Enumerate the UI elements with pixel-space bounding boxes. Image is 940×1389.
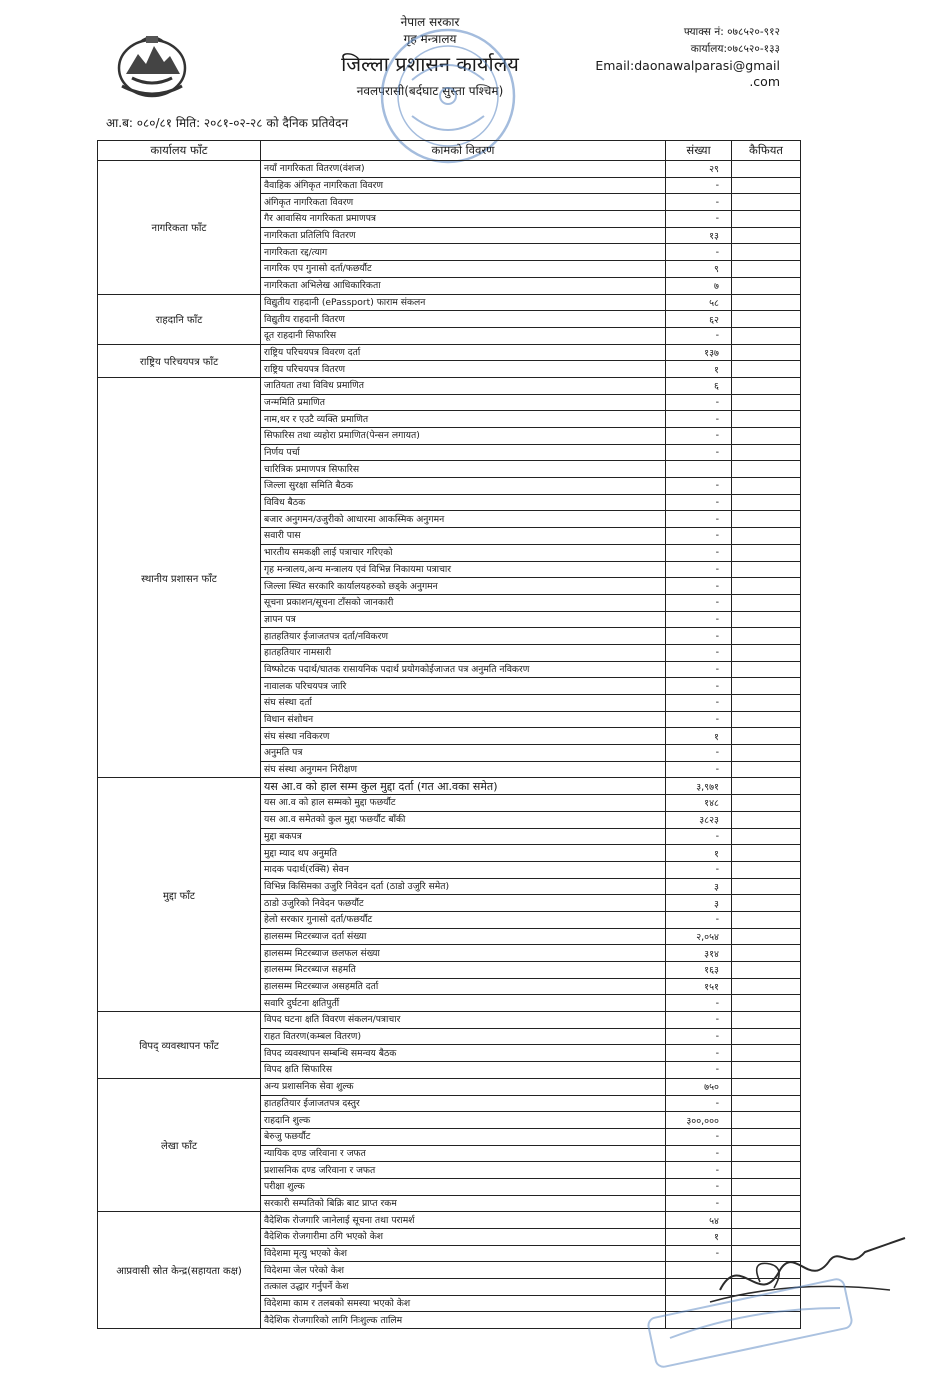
work-description: परीक्षा शुल्क <box>261 1178 666 1195</box>
work-description: यस आ.व को हाल सम्म कुल मुद्दा दर्ता (गत आ.वका समेत) <box>261 778 666 795</box>
remarks-cell <box>732 528 801 545</box>
work-count: - <box>666 695 732 712</box>
table-row <box>98 778 801 795</box>
work-description: विदेशमा मृत्यु भएको केश <box>261 1245 666 1262</box>
remarks-cell <box>732 1128 801 1145</box>
work-count: - <box>666 394 732 411</box>
remarks-cell <box>732 494 801 511</box>
work-count: १ <box>666 845 732 862</box>
work-count: - <box>666 911 732 928</box>
work-description: नागरिकता प्रतिलिपि वितरण <box>261 227 666 244</box>
remarks-cell <box>732 761 801 778</box>
work-count: - <box>666 711 732 728</box>
work-count: ५४ <box>666 1212 732 1229</box>
work-count: १६३ <box>666 962 732 979</box>
work-count: - <box>666 177 732 194</box>
work-description: यस आ.व को हाल सम्मको मुद्दा फछर्यौट <box>261 795 666 812</box>
work-description: विपद क्षति सिफारिस <box>261 1062 666 1079</box>
work-count: - <box>666 561 732 578</box>
work-count: - <box>666 428 732 445</box>
work-description: विद्युतीय राहदानी वितरण <box>261 311 666 328</box>
section-name: विपद् व्यवस्थापन फाँट <box>98 1012 261 1079</box>
work-count: ३८२३ <box>666 811 732 828</box>
work-count: - <box>666 528 732 545</box>
work-count: ३ <box>666 895 732 912</box>
work-description: प्रशासनिक दण्ड जरिवाना र जफत <box>261 1162 666 1179</box>
work-count: - <box>666 1045 732 1062</box>
section-name: नागरिकता फाँट <box>98 161 261 295</box>
work-count: ३००,००० <box>666 1112 732 1129</box>
remarks-cell <box>732 878 801 895</box>
work-description: हालसम्म मिटरब्याज असहमति दर्ता <box>261 978 666 995</box>
remarks-cell <box>732 995 801 1012</box>
section-name: मुद्दा फाँट <box>98 778 261 1012</box>
report-table-wrapper <box>97 140 800 1329</box>
remarks-cell <box>732 261 801 278</box>
table-row <box>98 1012 801 1029</box>
work-count: १४८ <box>666 795 732 812</box>
work-count: - <box>666 745 732 762</box>
work-description: सिफारिस तथा व्यहोरा प्रमाणित(पेन्सन लगायत) <box>261 428 666 445</box>
section-name: स्थानीय प्रशासन फाँट <box>98 377 261 778</box>
government-name: नेपाल सरकार <box>400 15 460 29</box>
work-count: - <box>666 1028 732 1045</box>
work-count: - <box>666 578 732 595</box>
work-count: - <box>666 594 732 611</box>
work-description: हातहतियार नामसारी <box>261 644 666 661</box>
work-count: - <box>666 1095 732 1112</box>
work-description: विदेशमा काम र तलबको समस्या भएको केश <box>261 1295 666 1312</box>
work-description: ठाडो उजुरिको निवेदन फछर्यौट <box>261 895 666 912</box>
remarks-cell <box>732 461 801 478</box>
remarks-cell <box>732 778 801 795</box>
remarks-cell <box>732 578 801 595</box>
table-row <box>98 377 801 394</box>
work-count: १ <box>666 728 732 745</box>
remarks-cell <box>732 177 801 194</box>
remarks-cell <box>732 511 801 528</box>
work-description: सूचना प्रकाशन/सूचना टाँसको जानकारी <box>261 594 666 611</box>
remarks-cell <box>732 544 801 561</box>
remarks-cell <box>732 1162 801 1179</box>
work-description: जिल्ला स्थित सरकारि कार्यालयहरुको छड्के अनुगमन <box>261 578 666 595</box>
remarks-cell <box>732 845 801 862</box>
work-count: २,०५४ <box>666 928 732 945</box>
table-row <box>98 294 801 311</box>
remarks-cell <box>732 194 801 211</box>
remarks-cell <box>732 928 801 945</box>
work-count: - <box>666 678 732 695</box>
remarks-cell <box>732 1178 801 1195</box>
work-description: हेलो सरकार गुनासो दर्ता/फछर्यौट <box>261 911 666 928</box>
ministry-name: गृह मन्त्रालय <box>403 32 457 46</box>
table-row <box>98 1212 801 1229</box>
work-count: - <box>666 1245 732 1262</box>
work-count: - <box>666 861 732 878</box>
work-description: नावालक परिचयपत्र जारि <box>261 678 666 695</box>
email-tail: .com <box>749 74 780 89</box>
work-count: - <box>666 211 732 228</box>
work-description: विपद घटना क्षति विवरण संकलन/पत्राचार <box>261 1012 666 1029</box>
work-description: सवारि दुर्घटना क्षतिपुर्ती <box>261 995 666 1012</box>
work-count: ६ <box>666 377 732 394</box>
work-description: विधान संशोधन <box>261 711 666 728</box>
work-count: - <box>666 478 732 495</box>
column-header-description: कामको विवरण <box>261 141 666 161</box>
report-table <box>97 140 801 1329</box>
column-header-remarks: कैफियत <box>732 141 801 161</box>
work-count: ७ <box>666 277 732 294</box>
work-description: नागरिकता अभिलेख आधिकारिकता <box>261 277 666 294</box>
report-date-line: आ.ब: ०८०/८१ मिति: २०८१-०२-२८ को दैनिक प्रतिवेदन <box>106 116 349 130</box>
remarks-cell <box>732 1145 801 1162</box>
work-description: चारित्रिक प्रमाणपत्र सिफारिस <box>261 461 666 478</box>
remarks-cell <box>732 211 801 228</box>
work-description: मुद्दा म्याद थप अनुमति <box>261 845 666 862</box>
work-count: १ <box>666 1229 732 1246</box>
work-count: १३ <box>666 227 732 244</box>
work-count: - <box>666 1195 732 1212</box>
work-description: अनुमति पत्र <box>261 745 666 762</box>
remarks-cell <box>732 478 801 495</box>
work-description: विद्युतीय राहदानी (ePassport) फाराम संकलन <box>261 294 666 311</box>
office-phone: कार्यालय:०७८५२०-१३३ <box>690 43 780 55</box>
work-count: - <box>666 661 732 678</box>
work-count: - <box>666 1162 732 1179</box>
work-description: हातहतियार ईजाजतपत्र दर्ता/नविकरण <box>261 628 666 645</box>
work-description: नागरिक एप गुनासो दर्ता/फछर्यौट <box>261 261 666 278</box>
remarks-cell <box>732 1295 801 1312</box>
remarks-cell <box>732 561 801 578</box>
work-description: विविध बैठक <box>261 494 666 511</box>
work-description: वैदेशिक रोजगारिको लागि निःशुल्क तालिम <box>261 1312 666 1329</box>
work-description: हालसम्म मिटरब्याज सहमति <box>261 962 666 979</box>
work-description: मादक पदार्थ(रक्सि) सेवन <box>261 861 666 878</box>
section-name: राष्ट्रिय परिचयपत्र फाँट <box>98 344 261 377</box>
remarks-cell <box>732 678 801 695</box>
remarks-cell <box>732 861 801 878</box>
work-description: विभिन्न किसिमका उजुरि निवेदन दर्ता (ठाडो उजुरि समेत) <box>261 878 666 895</box>
table-row <box>98 344 801 361</box>
work-count <box>666 1295 732 1312</box>
work-description: सवारी पास <box>261 528 666 545</box>
office-header <box>280 14 580 100</box>
remarks-cell <box>732 795 801 812</box>
remarks-cell <box>732 628 801 645</box>
work-count: १३७ <box>666 344 732 361</box>
remarks-cell <box>732 745 801 762</box>
table-body <box>98 161 801 1329</box>
work-count <box>666 1262 732 1279</box>
work-description: राष्ट्रिय परिचयपत्र विवरण दर्ता <box>261 344 666 361</box>
work-count <box>666 461 732 478</box>
work-description: संघ संस्था दर्ता <box>261 695 666 712</box>
remarks-cell <box>732 661 801 678</box>
column-header-count: संख्या <box>666 141 732 161</box>
work-count: - <box>666 628 732 645</box>
work-description: अन्य प्रशासनिक सेवा शुल्क <box>261 1078 666 1095</box>
email-address: Email:daonawalparasi@gmail <box>595 58 780 73</box>
work-description: गृह मन्त्रालय,अन्य मन्त्रालय एवं विभिन्न निकायमा पत्राचार <box>261 561 666 578</box>
work-description: अंगिकृत नागरिकता विवरण <box>261 194 666 211</box>
work-count: २९ <box>666 161 732 178</box>
remarks-cell <box>732 394 801 411</box>
work-description: न्यायिक दण्ड जरिवाना र जफत <box>261 1145 666 1162</box>
work-count: - <box>666 444 732 461</box>
work-count <box>666 1279 732 1296</box>
work-description: जन्ममिति प्रमाणित <box>261 394 666 411</box>
work-description: वैवाहिक अंगिकृत नागरिकता विवरण <box>261 177 666 194</box>
remarks-cell <box>732 377 801 394</box>
work-description: जातियता तथा विविध प्रमाणित <box>261 377 666 394</box>
work-count: - <box>666 511 732 528</box>
remarks-cell <box>732 1312 801 1329</box>
work-count: - <box>666 327 732 344</box>
remarks-cell <box>732 361 801 378</box>
remarks-cell <box>732 811 801 828</box>
work-count: १५१ <box>666 978 732 995</box>
nepal-emblem-icon <box>112 28 192 100</box>
work-count: - <box>666 244 732 261</box>
remarks-cell <box>732 695 801 712</box>
office-name: जिल्ला प्रशासन कार्यालय <box>341 52 519 76</box>
work-description: नयाँ नागरिकता वितरण(वंशज) <box>261 161 666 178</box>
remarks-cell <box>732 1279 801 1296</box>
work-description: भारतीय समकक्षी लाई पत्राचार गरिएको <box>261 544 666 561</box>
remarks-cell <box>732 1212 801 1229</box>
work-description: राष्ट्रिय परिचयपत्र वितरण <box>261 361 666 378</box>
remarks-cell <box>732 594 801 611</box>
work-count: ३ <box>666 878 732 895</box>
district-name: नवलपरासी(बर्दघाट सुस्ता पश्चिम) <box>356 84 504 98</box>
table-header-row <box>98 141 801 161</box>
remarks-cell <box>732 1195 801 1212</box>
work-description: तत्काल उद्धार गर्नुपर्ने केश <box>261 1279 666 1296</box>
work-description: बजार अनुगमन/उजुरीको आधारमा आकस्मिक अनुगमन <box>261 511 666 528</box>
work-count: ३१४ <box>666 945 732 962</box>
remarks-cell <box>732 978 801 995</box>
work-description: विपद व्यवस्थापन सम्बन्धि समन्वय बैठक <box>261 1045 666 1062</box>
contact-block <box>595 24 780 90</box>
work-description: गैर आवासिय नागरिकता प्रमाणपत्र <box>261 211 666 228</box>
work-description: राहत वितरण(कम्बल वितरण) <box>261 1028 666 1045</box>
work-description: विदेशमा जेल परेको केश <box>261 1262 666 1279</box>
work-description: राहदानि शुल्क <box>261 1112 666 1129</box>
work-count: - <box>666 194 732 211</box>
remarks-cell <box>732 711 801 728</box>
remarks-cell <box>732 411 801 428</box>
work-count: ३,९७१ <box>666 778 732 795</box>
remarks-cell <box>732 227 801 244</box>
remarks-cell <box>732 945 801 962</box>
work-count: - <box>666 828 732 845</box>
remarks-cell <box>732 895 801 912</box>
remarks-cell <box>732 294 801 311</box>
work-count: - <box>666 411 732 428</box>
remarks-cell <box>732 277 801 294</box>
work-count: १ <box>666 361 732 378</box>
remarks-cell <box>732 911 801 928</box>
work-description: वैदेशिक रोजगारीमा ठगि भएको केश <box>261 1229 666 1246</box>
section-name: आप्रवासी स्रोत केन्द्र(सहायता कक्ष) <box>98 1212 261 1329</box>
remarks-cell <box>732 428 801 445</box>
remarks-cell <box>732 1012 801 1029</box>
work-count: - <box>666 1178 732 1195</box>
work-count: ६२ <box>666 311 732 328</box>
remarks-cell <box>732 1229 801 1246</box>
work-count: ७५० <box>666 1078 732 1095</box>
remarks-cell <box>732 644 801 661</box>
work-description: निर्णय पर्चा <box>261 444 666 461</box>
work-count: - <box>666 995 732 1012</box>
fax-number: फ्याक्स नं: ०७८५२०-९१२ <box>683 26 780 38</box>
work-count: - <box>666 1145 732 1162</box>
work-count: - <box>666 1128 732 1145</box>
work-description: वैदेशिक रोजगारि जानेलाई सूचना तथा परामर्श <box>261 1212 666 1229</box>
remarks-cell <box>732 1112 801 1129</box>
table-row <box>98 1078 801 1095</box>
work-count: - <box>666 644 732 661</box>
remarks-cell <box>732 444 801 461</box>
remarks-cell <box>732 1062 801 1079</box>
work-count: - <box>666 761 732 778</box>
work-description: मुद्दा बकपत्र <box>261 828 666 845</box>
remarks-cell <box>732 311 801 328</box>
table-row <box>98 161 801 178</box>
remarks-cell <box>732 344 801 361</box>
work-description: नाम,थर र एउटै व्यक्ति प्रमाणित <box>261 411 666 428</box>
work-description: ज्ञापन पत्र <box>261 611 666 628</box>
remarks-cell <box>732 1045 801 1062</box>
work-description: दूत राहदानी सिफारिस <box>261 327 666 344</box>
work-description: विष्फोटक पदार्थ/घातक रासायनिक पदार्थ प्रयोगकोईजाजत पत्र अनुमति नविकरण <box>261 661 666 678</box>
work-count <box>666 1312 732 1329</box>
work-count: ९ <box>666 261 732 278</box>
remarks-cell <box>732 1078 801 1095</box>
work-description: जिल्ला सुरक्षा समिति बैठक <box>261 478 666 495</box>
work-description: नागरिकता रद्द/त्याग <box>261 244 666 261</box>
work-count: - <box>666 544 732 561</box>
section-name: राहदानि फाँट <box>98 294 261 344</box>
remarks-cell <box>732 244 801 261</box>
work-count: ५८ <box>666 294 732 311</box>
remarks-cell <box>732 1262 801 1279</box>
work-description: हालसम्म मिटरब्याज छलफल संख्या <box>261 945 666 962</box>
remarks-cell <box>732 1095 801 1112</box>
remarks-cell <box>732 1245 801 1262</box>
remarks-cell <box>732 962 801 979</box>
work-description: हालसम्म मिटरब्याज दर्ता संख्या <box>261 928 666 945</box>
work-description: बेरुजु फछर्यौट <box>261 1128 666 1145</box>
remarks-cell <box>732 327 801 344</box>
work-description: संघ संस्था अनुगमन निरीक्षण <box>261 761 666 778</box>
remarks-cell <box>732 611 801 628</box>
work-count: - <box>666 1062 732 1079</box>
work-description: सरकारी सम्पतिको बिक्रि बाट प्राप्त रकम <box>261 1195 666 1212</box>
work-description: यस आ.व समेतको कुल मुद्दा फछर्यौट बाँकी <box>261 811 666 828</box>
remarks-cell <box>732 1028 801 1045</box>
section-name: लेखा फाँट <box>98 1078 261 1212</box>
column-header-section: कार्यालय फाँट <box>98 141 261 161</box>
work-count: - <box>666 494 732 511</box>
work-description: हातहतियार ईजाजतपत्र दस्तुर <box>261 1095 666 1112</box>
remarks-cell <box>732 828 801 845</box>
work-count: - <box>666 1012 732 1029</box>
work-description: संघ संस्था नविकरण <box>261 728 666 745</box>
remarks-cell <box>732 161 801 178</box>
remarks-cell <box>732 728 801 745</box>
work-count: - <box>666 611 732 628</box>
